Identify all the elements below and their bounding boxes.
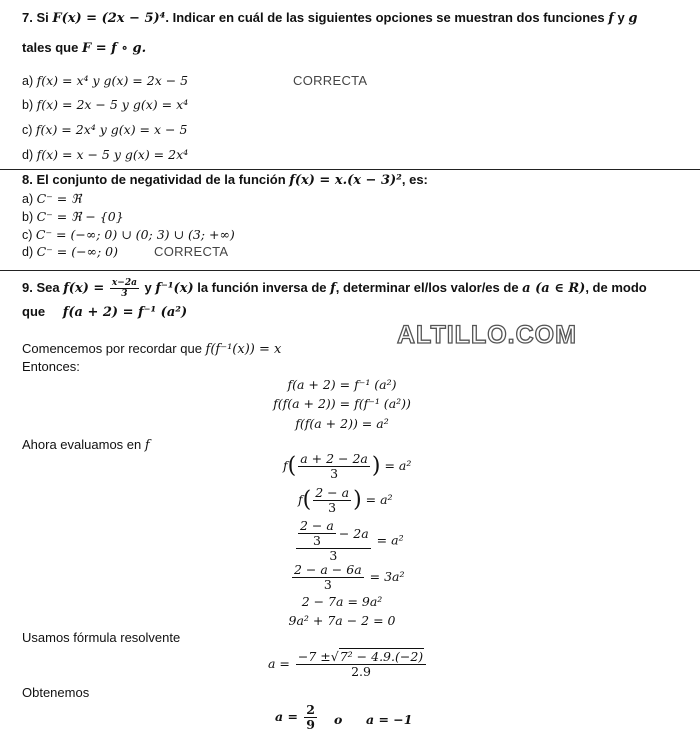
q9-title-end: , de modo	[585, 279, 647, 295]
option-expr: f(x) = 2x⁴ y g(x) = x − 5	[35, 122, 188, 137]
q7-title-mid: . Indicar en cuál de las siguientes opciones se muestran dos funciones	[165, 10, 609, 25]
equation-7	[290, 563, 405, 592]
option-expr: f(x) = x⁴ y g(x) = 2x − 5	[36, 73, 189, 88]
fraction-denominator: 3	[329, 548, 338, 563]
eq7-fraction	[292, 563, 364, 592]
eq6-fraction	[296, 519, 371, 563]
option-label: d)	[22, 245, 34, 259]
option-expr: C⁻ = (−∞; 0) ∪ (0; 3) ∪ (3; +∞)	[35, 227, 235, 242]
eq5-rhs: = a²	[365, 492, 393, 507]
equation-5: f( $\frac{2 - a}{3}$ ) = a²	[298, 485, 393, 515]
q8-correct-marker: CORRECTA	[154, 244, 229, 259]
q8-option-b	[22, 209, 124, 224]
q9-inverse: f⁻¹(x)	[155, 280, 194, 296]
text-eval	[22, 437, 150, 453]
q9-f-letter: f	[330, 280, 336, 296]
q7-option-d	[22, 147, 188, 162]
q7-option-c	[22, 122, 187, 137]
eq4-fraction	[298, 452, 370, 481]
fraction-numerator: x−2a	[111, 278, 137, 288]
option-label: a)	[22, 74, 34, 88]
equation-8: 2 − 7a = 9a²	[301, 594, 383, 609]
option-label: c)	[22, 123, 33, 137]
equation-3: f(f(a + 2)) = a²	[295, 416, 389, 431]
q8-option-a	[22, 191, 81, 206]
eq10-numerator: −7 ±√7² − 4.9.(−2)	[296, 650, 426, 665]
eq10-radicand: 7² − 4.9.(−2)	[339, 649, 424, 664]
q8-title-prefix: 8. El conjunto de negatividad de la función	[22, 172, 290, 187]
equation-4: f( $\frac{a + 2 - 2a}{3}$ ) = a²	[283, 451, 412, 481]
option-label: b)	[22, 210, 34, 224]
fraction-denominator: 2.9	[351, 664, 371, 679]
q9-title-prefix: 9. Sea	[22, 279, 64, 295]
q7-option-b	[22, 97, 188, 112]
text-start-words: Comencemos por recordar que	[22, 341, 206, 356]
eq7-rhs: = 3a²	[369, 569, 405, 584]
option-expr: f(x) = x − 5 y g(x) = 2x⁴	[36, 147, 189, 162]
text-start	[22, 341, 281, 357]
result-or: o	[334, 712, 343, 727]
q9-condition-expr: f(a + 2) = f⁻¹ (a²)	[62, 305, 188, 320]
q7-title-line2-text: tales que	[22, 40, 82, 55]
text-entonces: Entonces:	[22, 359, 80, 374]
eq10-fraction	[296, 650, 426, 679]
result-1	[275, 703, 319, 732]
q9-title-fraction	[110, 278, 139, 299]
equation-9: 9a² + 7a − 2 = 0	[288, 613, 396, 628]
fraction-denominator: 3	[121, 289, 128, 299]
option-label: c)	[22, 228, 33, 242]
result-2: a = −1	[366, 712, 413, 727]
result-1-fraction	[304, 703, 317, 732]
eq6-rhs: = a²	[376, 532, 404, 548]
text-start-expr: f(f⁻¹(x)) = x	[205, 342, 282, 357]
result-1-lhs: a =	[275, 709, 298, 724]
equation-6	[294, 519, 404, 563]
q7-F-definition: F(x) = (2x − 5)⁴	[52, 11, 166, 26]
eq6-inner-fraction	[298, 519, 336, 548]
eq5-fraction	[313, 486, 351, 515]
q8-title	[22, 172, 428, 188]
q8-function: f(x) = x.(x − 3)²	[289, 173, 402, 188]
q7-g-letter: g	[628, 11, 638, 26]
fraction-denominator: 9	[306, 717, 315, 732]
q7-correct-marker: CORRECTA	[293, 73, 368, 88]
option-expr: C⁻ = ℜ − {0}	[36, 209, 124, 224]
fraction-numerator: 2 − a − 6a	[294, 562, 362, 577]
q8-option-c	[22, 227, 235, 242]
q9-title-mid2: , determinar el/los valor/es de	[335, 279, 523, 295]
text-eval-words: Ahora evaluamos en	[22, 437, 145, 452]
q9-title-mid: la función inversa de	[193, 279, 331, 295]
fraction-numerator: 2 − a	[315, 485, 350, 500]
q7-f-letter: f	[608, 11, 614, 26]
divider	[0, 270, 700, 271]
q7-composition: F = f ∘ g.	[81, 41, 147, 56]
equation-10	[268, 650, 428, 679]
text-resolvente: Usamos fórmula resolvente	[22, 630, 181, 645]
fraction-numerator: 2 − a	[300, 518, 334, 533]
eq10-num-pre: −7 ±	[297, 649, 331, 664]
q7-title-line2	[22, 40, 146, 56]
option-label: a)	[22, 192, 34, 206]
q9-y-word: y	[144, 279, 152, 295]
fraction-numerator: 2	[306, 702, 315, 717]
option-label: d)	[22, 148, 34, 162]
option-label: b)	[22, 98, 34, 112]
text-obtenemos: Obtenemos	[22, 685, 90, 700]
equation-2: f(f(a + 2)) = f(f⁻¹ (a²))	[273, 396, 411, 411]
q7-option-a	[22, 73, 188, 88]
q9-que: que	[22, 304, 46, 319]
q7-title-line1	[22, 10, 637, 26]
eq6-numerator	[296, 519, 371, 549]
q9-title-line2	[22, 304, 187, 320]
eq4-rhs: = a²	[384, 458, 412, 473]
q9-title-line1	[22, 278, 647, 299]
fraction-denominator: 3	[323, 577, 332, 592]
equation-1: f(a + 2) = f⁻¹ (a²)	[287, 377, 397, 392]
q9-a-condition: a (a ∈ R)	[522, 280, 586, 296]
fraction-numerator: a + 2 − 2a	[300, 451, 368, 466]
q7-title-prefix: 7. Si	[22, 10, 53, 25]
text-eval-f: f	[144, 438, 150, 453]
divider	[0, 169, 700, 170]
altillo-watermark: ALTILLO.COM	[397, 321, 577, 349]
option-expr: C⁻ = ℜ	[36, 191, 82, 206]
option-expr: C⁻ = (−∞; 0)	[36, 244, 118, 259]
eq10-lhs: a =	[268, 656, 290, 671]
q8-title-suffix: , es:	[401, 172, 428, 187]
q7-y-letter: y	[617, 10, 625, 25]
fraction-denominator: 3	[312, 533, 321, 548]
eq6-numerator-tail: − 2a	[338, 525, 369, 541]
q9-f-lhs: f(x) =	[63, 280, 105, 296]
fraction-denominator: 3	[330, 466, 339, 481]
option-expr: f(x) = 2x − 5 y g(x) = x⁴	[36, 97, 189, 112]
q8-option-d	[22, 244, 118, 259]
fraction-denominator: 3	[328, 500, 337, 515]
